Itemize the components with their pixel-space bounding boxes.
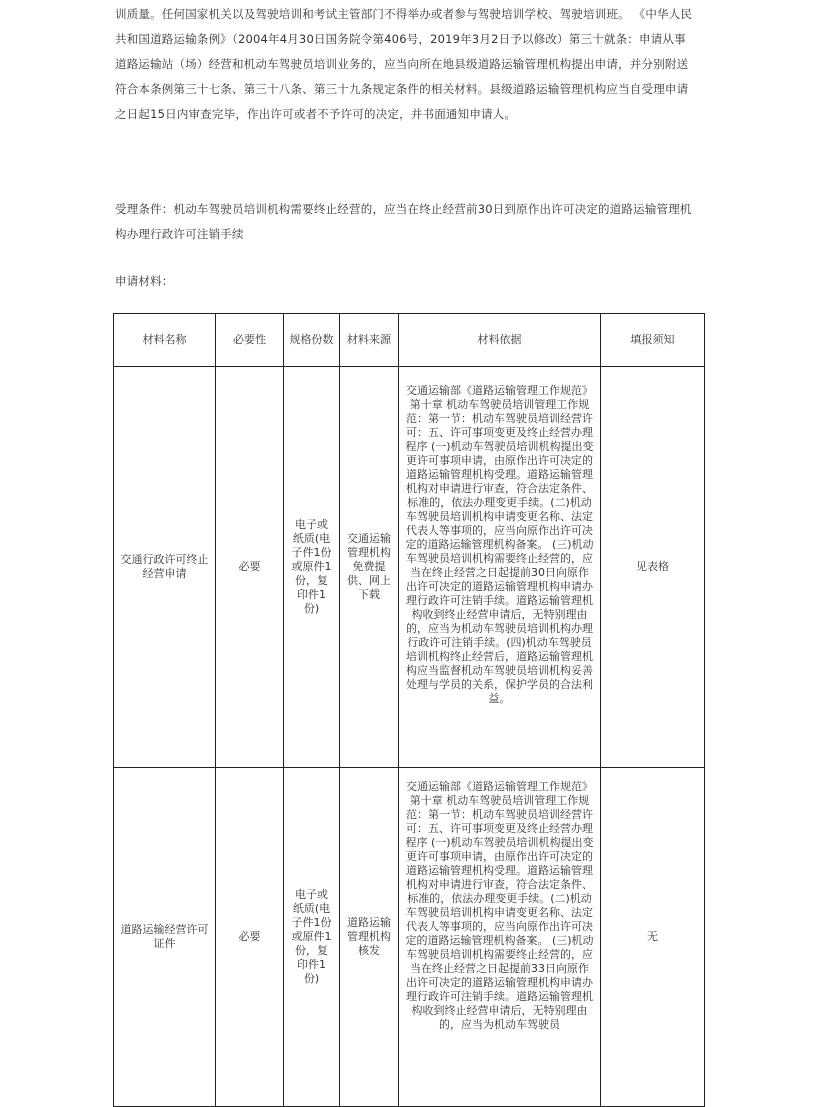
cell-basis — [399, 367, 601, 768]
basis-text: 交通运输部《道路运输管理工作规范》第十章 机动车驾驶员培训管理工作规范：第一节：机动车驾驶员培训经营许可：五、许可事项变更及终止经营办理程序 (一)机动车驾驶员培训机构提出变更许可事项申请，由原作出许可决定的道路运输管理机构受理。道路运输管理机构对申请进行审查，符合法定条件、标准的，依法办理变更手续。(二)机动车驾驶员培训机构申请变更名称、法定代表人等事项的，应当向原作出许可决定的道路运输管理机构备案。 (三)机动车驾驶员培训机构需要终止经营的，应当在终止经营之日起提前33日向原作出许可决定的道路运输管理机构申请办理行政许可注销手续。道路运输管理机构收到终止经营申请后，无特别理由的，应当为机动车驾驶员 — [405, 780, 594, 1031]
table-row — [114, 768, 705, 1107]
header-basis: 材料依据 — [399, 314, 601, 367]
cell-material-name: 道路运输经营许可证件 — [114, 768, 216, 1107]
materials-table — [113, 313, 705, 1107]
cell-source: 道路运输管理机构核发 — [340, 768, 399, 1107]
table-header-row — [114, 314, 705, 367]
intro-paragraph: 训质量。任何国家机关以及驾驶培训和考试主管部门不得举办或者参与驾驶培训学校、驾驶培训班。 《中华人民共和国道路运输条例》（2004年4月30日国务院令第406号，2019年3月2日予以修改）第三十就条：申请从事道路运输站（场）经营和机动车驾驶员培训业务的，应当向所在地县级道路运输管理机构提出申请，并分别附送符合本条例第三十七条、第三十八条、第三十九条规定条件的相关材料。县级道路运输管理机构应当自受理申请之日起15日内审查完毕，作出许可或者不予许可的决定，并书面通知申请人。 — [115, 7, 693, 121]
materials-label: 申请材料： — [115, 274, 174, 288]
cell-spec: 电子或纸质(电子件1份或原件1份，复印件1份) — [284, 367, 340, 768]
header-necessity: 必要性 — [216, 314, 284, 367]
cell-spec: 电子或纸质(电子件1份或原件1份，复印件1份) — [284, 768, 340, 1107]
basis-text: 交通运输部《道路运输管理工作规范》第十章 机动车驾驶员培训管理工作规范：第一节：机动车驾驶员培训经营许可：五、许可事项变更及终止经营办理程序 (一)机动车驾驶员培训机构提出变更许可事项申请，由原作出许可决定的道路运输管理机构受理。道路运输管理机构对申请进行审查，符合法定条件、标准的，依法办理变更手续。(二)机动车驾驶员培训机构申请变更名称、法定代表人等事项的，应当向原作出许可决定的道路运输管理机构备案。 (三)机动车驾驶员培训机构需要终止经营的，应当在终止经营之日起提前30日向原作出许可决定的道路运输管理机构申请办理行政许可注销手续。道路运输管理机构收到终止经营申请后，无特别理由的，应当为机动车驾驶员培训机构办理行政许可注销手续。(四)机动车驾驶员培训机构终止经营后，道路运输管理机构应当监督机动车驾驶员培训机构妥善处理与学员的关系，保护学员的合法利益。 — [405, 384, 594, 705]
cell-notes: 无 — [601, 768, 705, 1107]
cell-necessity: 必要 — [216, 768, 284, 1107]
cell-notes: 见表格 — [601, 367, 705, 768]
cell-basis — [399, 768, 601, 1107]
header-spec: 规格份数 — [284, 314, 340, 367]
cell-necessity: 必要 — [216, 367, 284, 768]
cell-material-name: 交通行政许可终止经营申请 — [114, 367, 216, 768]
cell-source: 交通运输管理机构免费提供、网上下载 — [340, 367, 399, 768]
header-notes: 填报须知 — [601, 314, 705, 367]
header-material-name: 材料名称 — [114, 314, 216, 367]
acceptance-conditions: 受理条件：机动车驾驶员培训机构需要终止经营的，应当在终止经营前30日到原作出许可决定的道路运输管理机构办理行政许可注销手续 — [115, 202, 692, 241]
table-row — [114, 367, 705, 768]
header-source: 材料来源 — [340, 314, 399, 367]
